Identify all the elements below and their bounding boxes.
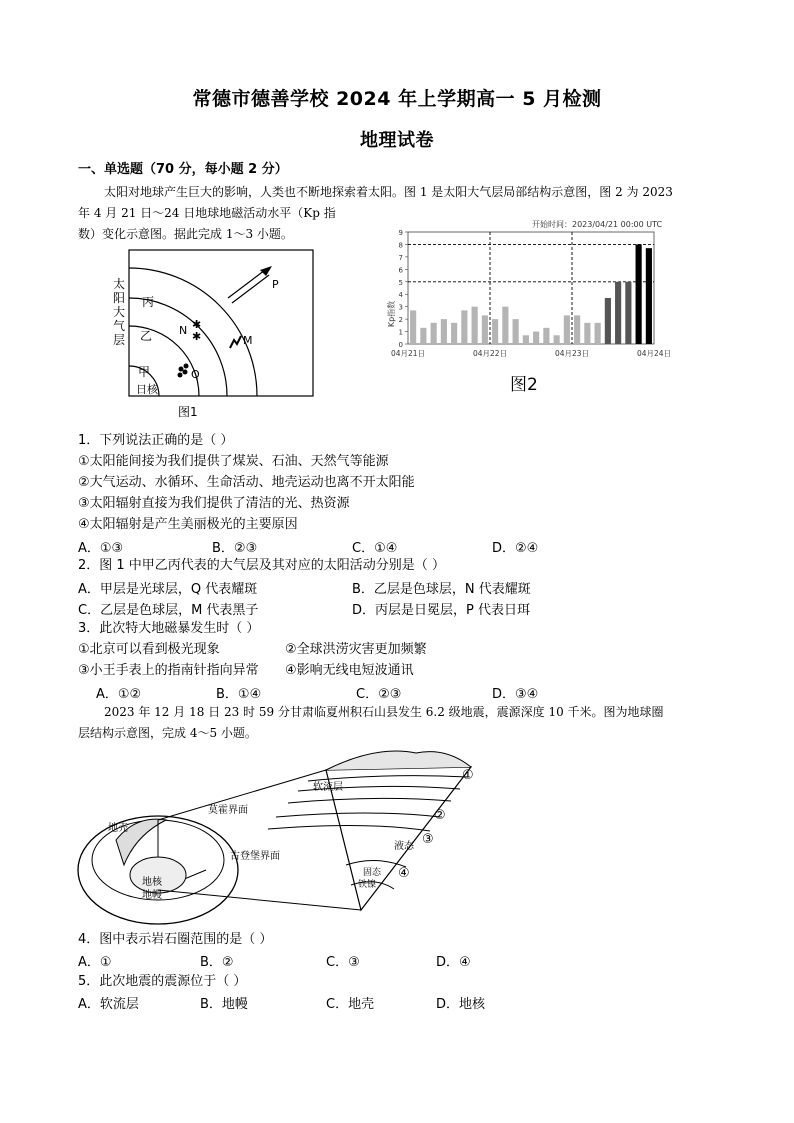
x-tick-label: 04月21日 — [390, 349, 426, 358]
label-num-4: ④ — [398, 866, 410, 881]
y-tick-label: 5 — [398, 278, 403, 287]
section-heading: 一、单选题（70 分，每小题 2 分） — [78, 162, 288, 177]
q1-stem: 1．下列说法正确的是（ ） — [78, 433, 234, 448]
kp-bar — [595, 323, 601, 344]
figure2-caption: 图2 — [510, 375, 538, 395]
q1-s1: ①太阳能间接为我们提供了煤炭、石油、天然气等能源 — [78, 454, 389, 469]
label-mantle: 地幔 — [142, 890, 162, 901]
kp-bar — [564, 315, 570, 344]
kp-bar — [584, 323, 590, 344]
q3-s3: ③小王手表上的指南针指向异常 — [78, 663, 259, 678]
svg-text:✱: ✱ — [192, 330, 202, 343]
layer-bing: 丙 — [142, 295, 155, 309]
q4-stem: 4．图中表示岩石圈范围的是（ ） — [78, 932, 273, 947]
q1-s4: ④太阳辐射是产生美丽极光的主要原因 — [78, 517, 298, 532]
q5-option-c[interactable]: C．地壳 — [326, 997, 375, 1012]
kp-bar — [533, 332, 539, 344]
label-gutenberg: 古登堡界面 — [230, 851, 280, 862]
marker-p: P — [272, 278, 279, 291]
x-tick-label: 04月22日 — [472, 349, 508, 358]
label-num-1: ① — [462, 768, 474, 783]
q2-option-b[interactable]: B．乙层是色球层，N 代表耀斑 — [352, 582, 531, 597]
q5-stem: 5．此次地震的震源位于（ ） — [78, 974, 247, 989]
q3-option-d[interactable]: D．③④ — [492, 687, 539, 702]
y-tick-label: 2 — [398, 316, 403, 325]
q3-option-c[interactable]: C．②③ — [356, 687, 402, 702]
vlabel-2: 大 — [113, 305, 126, 319]
q2-option-a[interactable]: A．甲层是光球层，Q 代表耀斑 — [78, 582, 258, 597]
marker-n: N — [179, 324, 188, 337]
x-tick-label: 04月24日 — [636, 349, 672, 358]
q1-s2: ②大气运动、水循环、生命活动、地壳运动也离不开太阳能 — [78, 475, 415, 490]
kp-bar — [482, 315, 488, 344]
kp-bar — [574, 315, 580, 344]
label-core: 地核 — [142, 877, 162, 888]
marker-q: Q — [191, 368, 200, 381]
y-tick-label: 8 — [398, 241, 403, 250]
q2-option-c[interactable]: C．乙层是色球层，M 代表黑子 — [78, 603, 259, 618]
intro2-line2: 层结构示意图，完成 4～5 小题。 — [78, 726, 257, 740]
svg-text:✱: ✱ — [192, 318, 202, 331]
y-tick-label: 3 — [398, 303, 403, 312]
label-num-3: ③ — [422, 832, 434, 847]
kp-bar — [543, 328, 549, 344]
q3-s4: ④影响无线电短波通讯 — [285, 663, 414, 678]
q1-option-b[interactable]: B．②③ — [212, 541, 258, 556]
intro1-line3: 数）变化示意图。据此完成 1～3 小题。 — [78, 227, 293, 241]
q3-stem: 3．此次特大地磁暴发生时（ ） — [78, 621, 260, 636]
q4-option-a[interactable]: A．① — [78, 955, 112, 970]
kp-bar — [646, 248, 652, 344]
y-tick-label: 7 — [398, 253, 403, 262]
q2-stem: 2．图 1 中甲乙丙代表的大气层及其对应的太阳活动分别是（ ） — [78, 558, 445, 573]
q4-option-c[interactable]: C．③ — [326, 955, 360, 970]
intro1-line1: 太阳对地球产生巨大的影响，人类也不断地探索着太阳。图 1 是太阳大气层局部结构示意图，图 2 为 2023 — [104, 185, 673, 199]
kp-bar — [625, 282, 631, 344]
vlabel-1: 阳 — [113, 291, 126, 305]
kp-bar — [605, 298, 611, 344]
kp-bar — [513, 319, 519, 344]
label-solid: 固态 — [363, 868, 382, 878]
q1-option-a[interactable]: A．①③ — [78, 541, 124, 556]
kp-bar — [420, 328, 426, 344]
q4-option-d[interactable]: D．④ — [436, 955, 471, 970]
layer-yi: 乙 — [140, 329, 153, 343]
page-title: 常德市德善学校 2024 年上学期高一 5 月检测 — [192, 88, 602, 110]
y-tick-label: 6 — [398, 266, 403, 275]
label-moho: 莫霍界面 — [208, 805, 248, 816]
figure1-sun-atmosphere — [108, 248, 328, 426]
label-liquid: 液态 — [394, 841, 414, 852]
kp-bar — [431, 323, 437, 344]
q3-option-b[interactable]: B．①④ — [216, 687, 262, 702]
vlabel-4: 层 — [113, 333, 126, 347]
kp-bar — [441, 319, 447, 344]
page-subtitle: 地理试卷 — [360, 130, 434, 151]
kp-bar — [523, 335, 529, 344]
figure3-earth-structure — [76, 745, 496, 930]
chart-start-time: 开始时间：2023/04/21 00:00 UTC — [532, 220, 663, 229]
y-tick-label: 0 — [398, 341, 403, 349]
kp-bar — [554, 335, 560, 344]
kp-bar — [410, 310, 416, 344]
label-iron-nickel: 铁镍 — [358, 880, 377, 890]
q3-option-a[interactable]: A．①② — [96, 687, 142, 702]
y-tick-label: 1 — [398, 328, 403, 337]
kp-bar — [472, 307, 478, 344]
kp-bar — [461, 310, 467, 344]
q3-s1: ①北京可以看到极光现象 — [78, 642, 220, 657]
q1-s3: ③太阳辐射直接为我们提供了清洁的光、热资源 — [78, 496, 350, 511]
label-asthenosphere: 软流层 — [313, 782, 343, 793]
kp-bar — [636, 244, 642, 344]
y-tick-label: 4 — [398, 291, 403, 300]
y-tick-label: 9 — [398, 229, 403, 237]
q5-option-b[interactable]: B．地幔 — [200, 997, 248, 1012]
q5-option-a[interactable]: A．软流层 — [78, 997, 139, 1012]
intro1-line2: 年 4 月 21 日～24 日地球地磁活动水平（Kp 指 — [78, 206, 336, 220]
x-tick-label: 04月23日 — [554, 349, 590, 358]
q1-option-c[interactable]: C．①④ — [352, 541, 398, 556]
kp-bar — [502, 307, 508, 344]
layer-jia: 甲 — [138, 365, 151, 379]
q5-option-d[interactable]: D．地核 — [436, 997, 486, 1012]
figure1-caption: 图1 — [178, 405, 198, 419]
label-num-2: ② — [434, 808, 446, 823]
layer-core: 日核 — [136, 383, 158, 396]
q2-option-d[interactable]: D．丙层是日冕层，P 代表日珥 — [352, 603, 530, 618]
label-crust: 地壳 — [108, 823, 128, 834]
chart-ylabel: Kp指数 — [387, 300, 396, 328]
intro2-line1: 2023 年 12 月 18 日 23 时 59 分甘肃临夏州积石山县发生 6.2 级地震，震源深度 10 千米。图为地球圈 — [104, 705, 664, 719]
kp-bar — [615, 282, 621, 344]
q1-option-d[interactable]: D．②④ — [492, 541, 539, 556]
vlabel-0: 太 — [113, 277, 126, 291]
kp-bar — [492, 319, 498, 344]
marker-m: M — [243, 334, 253, 347]
q4-option-b[interactable]: B．② — [200, 955, 234, 970]
vlabel-3: 气 — [113, 319, 126, 333]
kp-bar — [451, 323, 457, 344]
q3-s2: ②全球洪涝灾害更加频繁 — [285, 642, 427, 657]
figure2-kp-chart — [382, 214, 682, 394]
